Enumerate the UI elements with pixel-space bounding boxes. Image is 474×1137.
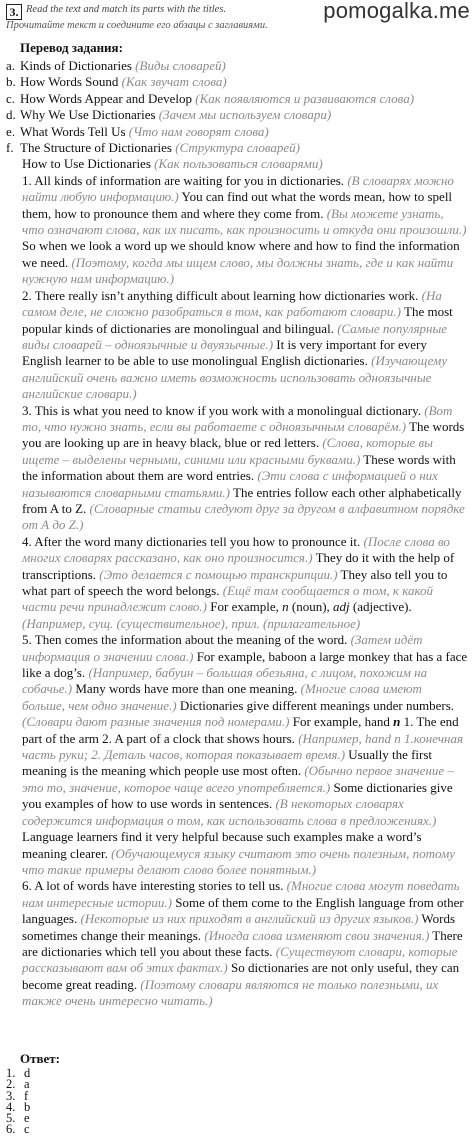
answer-number: 3. [6, 1088, 16, 1103]
title-russian: (Зачем мы используем словари) [158, 107, 332, 123]
answer-value: e [24, 1111, 30, 1126]
russian-translation: (Слова, которые вы ищете – выделены черными, синими или красными буквами.) [22, 435, 433, 467]
paragraph-1 [6, 173, 468, 288]
english-text: So dictionaries are not only useful, they can become great reading. [22, 960, 460, 992]
english-text: You can find out what the words mean, how to spell them, how to pronounce them and where they come from. [22, 189, 453, 221]
english-text: n [393, 714, 401, 730]
english-text: The words you are looking up are in heavy black, blue or red letters. [22, 418, 465, 451]
answer-heading: Ответ: [20, 1051, 61, 1066]
title-item [6, 140, 468, 156]
answer-value: c [24, 1122, 30, 1137]
russian-translation: (Ещё там сообщается о том, к какой части речи принадлежит слово.) [22, 583, 434, 615]
russian-translation: (Словари дают разные значения под номерами.) [22, 714, 290, 730]
russian-translation: (Например, сущ. (существительное), прил. (прилагательное) [22, 615, 361, 631]
english-text: Dictionaries give different meanings under numbers. [176, 697, 455, 713]
title-item [6, 91, 468, 107]
english-text: Some dictionaries give you examples of how to use words in sentences. [22, 779, 453, 812]
title-english: Why We Use Dictionaries [20, 107, 156, 123]
header [0, 0, 474, 40]
english-text: 3. This is what you need to know if you work with a monolingual dictionary. [22, 402, 425, 418]
title-item [6, 107, 468, 123]
title-item [6, 74, 468, 90]
english-text: (adjective). [349, 599, 412, 615]
title-english: Kinds of Dictionaries [20, 58, 132, 73]
answer-number: 1. [6, 1066, 16, 1080]
title-key: e. [6, 123, 16, 139]
english-text: They do it with the help of transcriptions. [22, 550, 455, 582]
title-key: c. [6, 90, 16, 106]
instruction-russian: Прочитайте текст и соедините его абзацы с заглавиями. [6, 20, 268, 31]
answers-list [6, 1068, 30, 1136]
russian-translation: (Обычно первое значение – это то, значение, которое чаще всего употребляется.) [22, 763, 454, 795]
task-number: 3. [6, 4, 22, 20]
title-key: a. [6, 58, 16, 73]
english-text: There are dictionaries which tell you about these facts. [22, 927, 463, 959]
titles-list [6, 58, 468, 156]
answer-value: f [24, 1088, 29, 1103]
title-english: The Structure of Dictionaries [20, 140, 172, 156]
english-text: Usually the first meaning is the meaning which people use most often. [22, 747, 433, 779]
answer-number: 2. [6, 1077, 16, 1092]
russian-translation: (Например, бабуин – большая обезьяна, с лицом, похожим на собачье.) [22, 665, 428, 697]
title-russian: (Как звучат слова) [121, 74, 227, 90]
answer-row [6, 1124, 30, 1135]
site-watermark: pomogalka.me [323, 0, 470, 23]
russian-translation: (Некоторые из них приходят в английский из других языков.) [80, 911, 419, 927]
english-text: These words with the information about them are word entries. [22, 451, 456, 484]
answer-value: d [24, 1066, 31, 1080]
english-text: Many words have more than one meaning. [72, 681, 301, 697]
english-text: For example, hand [289, 714, 394, 730]
russian-translation: (Самые популярные виды словарей – одноязычные и двуязычные.) [22, 320, 448, 352]
russian-translation: (Изучающему английский очень важно иметь возможность использовать одноязычные английские словари.) [22, 353, 448, 402]
english-text: 6. A lot of words have interesting stories to tell us. [22, 878, 287, 894]
english-text: Language learners find it very helpful because such examples make a word’s meaning clearer. [22, 829, 422, 861]
english-text: For example, baboon a large monkey that has a face like a dog’s. [22, 648, 468, 681]
english-text: n [282, 599, 289, 615]
russian-translation: (После слова во многих словарях рассказано, как оно произносится.) [22, 533, 450, 566]
english-text: 4. After the word many dictionaries tell you how to pronounce it. [22, 533, 364, 549]
main-content [6, 58, 468, 1010]
russian-translation: (Существуют словари, которые рассказывают вам об этих фактах.) [22, 943, 458, 976]
title-english: How Words Sound [20, 74, 119, 90]
title-russian: (Что нам говорят слова) [128, 123, 269, 139]
russian-translation: (На самом деле, не сложно разобраться в том, как работают словари.) [22, 287, 442, 320]
text-subtitle [6, 156, 468, 172]
title-item [6, 124, 468, 140]
paragraph-5 [6, 632, 468, 878]
english-text: (noun), [288, 599, 334, 615]
english-text: It is very important for every English learner to be able to use monolingual English dictionaries. [22, 336, 427, 369]
instruction-english: Read the text and match its parts with the titles. [26, 4, 227, 15]
russian-translation: (Поэтому, когда мы ищем слово, мы должны знать, где и как найти нужную нам информацию.) [22, 254, 454, 287]
english-text: Words sometimes change their meanings. [22, 911, 456, 943]
english-text: adj [333, 599, 350, 615]
title-russian: (Как появляются и развиваются слова) [195, 90, 415, 106]
russian-translation: (Словарные статьи следуют друг за другом в алфавитном порядке от А до Z.) [22, 500, 465, 533]
russian-translation: (В некоторых словарях содержится информация о том, как использовать слова в предложениях.) [22, 796, 437, 828]
russian-translation: (Затем идёт информация о значении слова.) [22, 632, 423, 664]
english-text: 5. Then comes the information about the meaning of the word. [22, 632, 351, 648]
answer-number: 4. [6, 1099, 16, 1114]
paragraph-3 [6, 403, 468, 534]
translation-heading: Перевод задания: [20, 40, 123, 55]
russian-translation: (Вы можете узнать, что означают слова, как их писать, как произносить и откуда они произошли.) [22, 205, 467, 238]
title-russian: (Виды словарей) [135, 58, 226, 73]
russian-translation: (Это делается с помощью транскрипции.) [99, 566, 338, 582]
subtitle-english: How to Use Dictionaries [22, 156, 151, 172]
subtitle-russian: (Как пользоваться словарями) [154, 156, 323, 172]
russian-translation: (Обучающемуся языку считают это очень полезным, потому что такие примеры делают слово более понятным.) [22, 845, 456, 877]
russian-translation: (Вот то, что нужно знать, если вы работаете с одноязычным словарём.) [22, 402, 453, 434]
paragraph-6 [6, 878, 468, 1009]
answer-value: b [24, 1099, 31, 1114]
title-item [6, 58, 468, 74]
english-text: The entries follow each other alphabetically from A to Z. [22, 484, 462, 516]
paragraph-4 [6, 534, 468, 632]
title-key: b. [6, 74, 16, 90]
english-text: 1. The end part of the arm 2. A part of a clock that shows hours. [22, 714, 459, 746]
english-text: For example, [207, 599, 283, 615]
english-text: The most popular kinds of dictionaries are monolingual and bilingual. [22, 304, 453, 336]
russian-translation: (Многие слова могут поведать нам интересные истории.) [22, 878, 460, 910]
english-text: They also tell you to what part of speech the word belongs. [22, 566, 448, 598]
answer-number: 5. [6, 1111, 16, 1126]
title-key: d. [6, 107, 16, 123]
english-text: 2. There really isn’t anything difficult about learning how dictionaries work. [22, 287, 422, 303]
english-text: Some of them come to the English language from other languages. [22, 894, 464, 927]
answer-number: 6. [6, 1122, 16, 1137]
answer-value: a [24, 1077, 30, 1092]
russian-translation: (Поэтому словари являются не только полезными, их также очень интересно читать.) [22, 976, 439, 1009]
paragraph-2 [6, 288, 468, 403]
russian-translation: (В словарях можно найти любую информацию.) [22, 172, 454, 205]
title-russian: (Структура словарей) [175, 140, 300, 156]
russian-translation: (Например, hand n 1.конечная часть руки; 2. Деталь часов, которая показывает время.) [22, 730, 464, 763]
russian-translation: (Эти слова с информацией о них называются словарными статьями.) [22, 468, 438, 500]
russian-translation: (Многие слова имеют больше, чем одно значение.) [22, 681, 422, 713]
english-text: 1. All kinds of information are waiting for you in dictionaries. [22, 172, 348, 188]
title-english: What Words Tell Us [20, 123, 126, 139]
title-english: How Words Appear and Develop [20, 90, 193, 106]
english-text: So when we look a word up we should know where and how to find the information we need. [22, 238, 460, 270]
title-key: f. [6, 140, 14, 156]
russian-translation: (Иногда слова изменяют свои значения.) [204, 927, 430, 943]
